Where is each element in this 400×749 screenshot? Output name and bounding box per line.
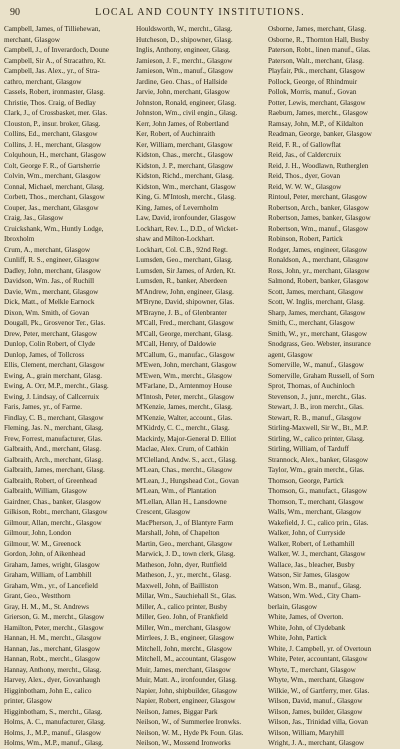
list-entry: Napier, John, shipbuilder, Glasgow bbox=[136, 686, 238, 695]
list-entry: Reid, Thos., dyer, Govan bbox=[268, 172, 341, 180]
list-entry: Mitchell, John, mercht., Glasgow bbox=[136, 644, 233, 653]
list-entry: Paterson, Robt., linen manuf., Glas. bbox=[268, 46, 371, 54]
list-entry: Gilkison, Robt., merchant, Glasgow bbox=[4, 508, 108, 516]
list-entry: Crum, A., merchant, Glasgow bbox=[4, 245, 91, 254]
list-entry: Ronaldson, A., merchant, Glasgow bbox=[268, 256, 369, 264]
list-entry: Thomson, T., merchant, Glasgow bbox=[268, 497, 364, 506]
list-entry: Reid, J. H., Woodlawn, Rutherglen bbox=[268, 161, 369, 170]
list-entry: King, G. M'Intosh, mercht., Glasg. bbox=[136, 193, 236, 201]
list-entry: Cunliff, R. S., engineer, Glasgow bbox=[4, 256, 100, 264]
list-entry: Pollock, George, of Rhindmuir bbox=[268, 77, 358, 86]
list-entry: Findlay, C. B., merchant, Glasgow bbox=[4, 413, 104, 422]
list-entry: Lockhart, Col. C.B., 92nd Regt. bbox=[136, 245, 228, 254]
list-entry: Miller, Wm., merchant, Glasgow bbox=[136, 623, 231, 632]
list-entry: M'Kenzie, James, mercht., Glasg. bbox=[136, 403, 233, 411]
list-entry: Wilson, James, builder, Glasgow bbox=[268, 707, 363, 716]
list-entry: Ross, John, yr., merchant, Glasgow bbox=[268, 266, 370, 275]
list-entry: Craig, Jas., Glasgow bbox=[4, 214, 64, 222]
list-entry: Sprot, Thomas, of Auchinloch bbox=[268, 382, 355, 390]
list-entry: M'Lean, J., Hungshead Cot., Govan bbox=[136, 476, 239, 485]
list-entry: Lumsden, Geo., merchant, Glasg. bbox=[136, 256, 233, 264]
list-entry: Thomson, G., manufact., Glasgow bbox=[268, 487, 368, 495]
list-entry: Miller, A., calico printer, Busby bbox=[136, 602, 228, 611]
list-entry: Christie, Thos. Craig, of Bedlay bbox=[4, 98, 96, 107]
list-entry: Taylor, Wm., grain mercht., Glas. bbox=[268, 466, 365, 474]
list-entry: Wilkie, W., of Gartferry, mer. Glas. bbox=[268, 686, 370, 695]
list-entry: M'Bryne, David, shipowner, Glas. bbox=[136, 298, 235, 306]
list-entry: Johnston, Ronald, engineer, Glasg. bbox=[136, 98, 237, 107]
list-entry: Campbell, Sir A., of Stracathro, Kt. bbox=[4, 56, 106, 65]
list-entry: berlain, Glasgow bbox=[268, 602, 318, 611]
list-entry: Raeburn, James, mercht., Glasgow bbox=[268, 109, 369, 117]
list-entry: Playfair, Ptk., merchant, Glasgow bbox=[268, 67, 365, 75]
list-entry: Robinson, Robert, Partick bbox=[268, 235, 343, 243]
page-title: LOCAL AND COUNTY INSTITUTIONS. bbox=[95, 6, 305, 18]
list-entry: Rodger, James, engineer, Glasgow bbox=[268, 245, 368, 254]
list-entry: Stirling, W., calico printer, Glasg. bbox=[268, 434, 365, 443]
list-entry: Hamilton, Peter, mercht., Glasgow bbox=[4, 623, 104, 632]
list-entry: Reid, F. R., of Gallowflat bbox=[268, 140, 341, 149]
list-entry: Galbraith, Robert, of Greenhead bbox=[4, 476, 97, 485]
list-entry: Robertson, Arch., banker, Glasgow bbox=[268, 203, 369, 212]
list-entry: Collins, Ed., merchant, Glasgow bbox=[4, 130, 98, 138]
list-entry: M'Call, Henry, of Daldowie bbox=[136, 340, 217, 348]
list-entry: M'Callum, G., manufac., Glasgow bbox=[136, 350, 235, 359]
list-entry: White, J. Campbell, yr. of Overtoun bbox=[268, 644, 372, 653]
list-entry: Stirling-Maxwell, Sir W., Bt., M.P. bbox=[268, 424, 369, 432]
list-entry: printer, Glasgow bbox=[4, 697, 53, 705]
list-entry: Walker, W. J., merchant, Glasgow bbox=[268, 550, 366, 558]
list-entry: Potter, Lewis, merchant, Glasgow bbox=[268, 98, 366, 107]
list-entry: Holms, A. C., manufacturer, Glasg. bbox=[4, 718, 106, 726]
list-entry: Graham, Wm., yr., of Lancefield bbox=[4, 581, 98, 590]
list-entry: Smith, W., yr., merchant, Glasgow bbox=[268, 329, 368, 338]
list-entry: Smith, C., merchant, Glasgow bbox=[268, 319, 355, 327]
list-entry: Martin, Geo., merchant, Glasgow bbox=[136, 539, 233, 548]
list-entry: Walls, Wm., merchant, Glasgow bbox=[268, 508, 362, 516]
list-entry: Matheson, J., yr., mercht., Glasg. bbox=[136, 571, 232, 579]
list-entry: Dixon, Wm. Smith, of Govan bbox=[4, 308, 90, 317]
list-entry: M'Clelland, Andw. S., acct., Glasg. bbox=[136, 455, 237, 464]
list-entry: Ibroxholm bbox=[4, 235, 35, 243]
list-entry: M'Kenzie, Walter, account., Glas. bbox=[136, 413, 233, 422]
list-entry: Gilmour, John, London bbox=[4, 529, 72, 537]
list-entry: Grant, Geo., Westthorn bbox=[4, 592, 71, 600]
list-entry: Reid, Jas., of Caldercruix bbox=[268, 151, 342, 159]
page-header bbox=[4, 0, 396, 24]
list-entry: Wright, J. A., merchant, Glasgow bbox=[268, 739, 365, 747]
list-entry: Holms, Wm., M.P., manuf., Glasg. bbox=[4, 739, 104, 747]
list-entry: Stewart, R. B., manuf., Glasgow bbox=[268, 413, 362, 422]
list-entry: Fleming, Jas. N., merchant, Glasg. bbox=[4, 424, 104, 432]
list-entry: Campbell, James, of Tilliehewan, bbox=[4, 25, 101, 33]
list-entry: Inglis, Anthony, engineer, Glasg. bbox=[136, 46, 231, 54]
list-entry: Miller, Geo. John, of Frankfield bbox=[136, 613, 228, 621]
list-entry: Clouston, P., insur. broker, Glasg. bbox=[4, 119, 101, 128]
list-entry: Stirling, William, of Tarduff bbox=[268, 445, 349, 453]
list-entry: Jardine, Geo. Chas., of Hallside bbox=[136, 77, 228, 86]
list-entry: Stewart, J. B., iron mercht., Glas. bbox=[268, 403, 364, 411]
list-entry: Robertson, James, banker, Glasgow bbox=[268, 214, 371, 222]
list-entry: Somerville, Graham Russell, of Sorn bbox=[268, 371, 375, 380]
list-entry: Lumsden, R., banker, Aberdeen bbox=[136, 277, 227, 285]
list-entry: Osborne, James, merchant, Glasg. bbox=[268, 25, 367, 33]
list-entry: Graham, William, of Lambhill bbox=[4, 571, 92, 579]
list-entry: White, Peter, accountant, Glasgow bbox=[268, 655, 368, 663]
list-entry: M'Intosh, Peter, mercht., Glasgow bbox=[136, 392, 235, 401]
list-entry: Law, David, ironfounder, Glasgow bbox=[136, 214, 236, 222]
list-entry: Paterson, Walt., merchant, Glasg. bbox=[268, 56, 364, 65]
list-entry: Galbraith, William, Glasgow bbox=[4, 487, 88, 495]
page-number: 90 bbox=[10, 6, 20, 18]
list-entry: Collins, J. H., merchant, Glasgow bbox=[4, 140, 102, 149]
list-entry: Jarvie, John, merchant, Glasgow bbox=[136, 88, 230, 96]
list-entry: Dadley, John, merchant, Glasgow bbox=[4, 266, 101, 275]
list-entry: Wilson, David, manuf., Glasgow bbox=[268, 697, 363, 705]
list-entry: Mitchell, M., accountant, Glasgow bbox=[136, 655, 237, 663]
list-entry: Readman, George, banker, Glasgow bbox=[268, 130, 372, 138]
list-entry: Jamieson, J. F., mercht., Glasgow bbox=[136, 56, 233, 65]
list-entry: Higginbotham, John E., calico bbox=[4, 686, 92, 695]
list-entry: Galbraith, And., merchant, Glasg. bbox=[4, 445, 102, 453]
list-entry: Napier, Robert, engineer, Glasgow bbox=[136, 697, 236, 705]
list-entry: Ellis, Clement, merchant, Glasgow bbox=[4, 361, 105, 369]
list-entry: Neilson, W. M., Hyde Pk Foun. Glas. bbox=[136, 728, 244, 737]
list-entry: Harvey, Alex., dyer, Govanhaugh bbox=[4, 676, 101, 684]
list-entry: Hannan, H. M., mercht., Glasgow bbox=[4, 634, 102, 642]
list-entry: Maclae, Alex. Crum, of Cathkin bbox=[136, 445, 229, 453]
list-entry: Johnston, Wm., civil engin., Glasg. bbox=[136, 109, 238, 117]
list-entry: Millar, Wm., Sauchiehall St., Glas. bbox=[136, 592, 237, 600]
entry-columns bbox=[4, 24, 396, 749]
list-entry: Dunlop, James, of Tollcross bbox=[4, 350, 85, 359]
list-entry: Frew, Forrest, manufacturer, Glas. bbox=[4, 434, 103, 443]
list-entry: Campbell, J., of Inverardoch, Doune bbox=[4, 46, 109, 54]
list-entry: M'Lean, Wm., of Plantation bbox=[136, 487, 217, 495]
column-1 bbox=[4, 24, 132, 749]
list-entry: Robertson, Wm., manuf., Glasgow bbox=[268, 224, 369, 233]
list-entry: Kerr, John James, of Robertland bbox=[136, 119, 229, 128]
list-entry: Somerville, W., manuf., Glasgow bbox=[268, 361, 364, 369]
list-entry: Campbell, Jas. Alex., yr., of Stra- bbox=[4, 67, 100, 75]
list-entry: Watson, Wm. B., manuf., Glasg. bbox=[268, 581, 362, 590]
list-entry: Dick, Matt., of Melkle Earnock bbox=[4, 298, 95, 306]
list-entry: M'Call, George, merchant, Glasg. bbox=[136, 329, 233, 338]
list-entry: Holms, J., M.P., manuf., Glasgow bbox=[4, 728, 102, 737]
list-entry: Clark, J., of Crossbasket, mer. Glas. bbox=[4, 109, 108, 117]
list-entry: Whyte, Wm., merchant, Glasgow bbox=[268, 676, 365, 684]
list-entry: Ramsay, John, M.P., of Kildalton bbox=[268, 119, 364, 128]
list-entry: Wilson, William, Maryhill bbox=[268, 728, 344, 737]
list-entry: M'Ewen, Wm., mercht., Glasgow bbox=[136, 371, 233, 380]
list-entry: Drew, Peter, merchant, Glasgow bbox=[4, 329, 98, 338]
list-entry: Mackirdy, Major-General D. Elliot bbox=[136, 434, 237, 443]
list-entry: Crescent, Glasgow bbox=[136, 508, 191, 516]
list-entry: Lumsden, Sir James, of Arden, Kt. bbox=[136, 266, 236, 275]
list-entry: Neilson, James, Biggar Park bbox=[136, 707, 218, 716]
list-entry: Walker, John, of Curryside bbox=[268, 529, 346, 537]
list-entry: Dougall, Pk., Grosvenor Ter., Glas. bbox=[4, 319, 106, 327]
list-entry: Watson, Wm. Wed., City Cham- bbox=[268, 592, 361, 600]
list-entry: Ewing, J. Lindsay, of Callcerruix bbox=[4, 392, 100, 401]
list-entry: Walker, Robert, of Lethamhill bbox=[268, 539, 355, 548]
list-entry: Reid, W. W. W., Glasgow bbox=[268, 182, 342, 191]
list-entry: Galbraith, Arch., merchant, Glasg. bbox=[4, 455, 103, 464]
list-entry: M'Call, Fred., merchant, Glasgow bbox=[136, 319, 234, 327]
list-entry: Hannan, Jas., merchant, Glasgow bbox=[4, 644, 101, 653]
list-entry: Houldsworth, W., mercht., Glasg. bbox=[136, 25, 233, 33]
list-entry: Wallace, Jas., bleacher, Busby bbox=[268, 560, 355, 569]
list-entry: Gairdner, Chas., banker, Glasgow bbox=[4, 497, 102, 506]
list-entry: Snodgrass, Geo. Webster, insurance bbox=[268, 340, 371, 348]
list-entry: Gilmour, W. M., Greenock bbox=[4, 539, 81, 548]
list-entry: Marwick, J. D., town clerk, Glasg. bbox=[136, 550, 236, 558]
list-entry: Sharp, James, merchant, Glasgow bbox=[268, 308, 366, 317]
list-entry: Hutcheson, D., shipowner, Glasg. bbox=[136, 35, 233, 44]
list-entry: Salmond, Robert, banker, Glasgow bbox=[268, 277, 369, 285]
list-entry: Galbraith, James, merchant, Glasg. bbox=[4, 466, 105, 474]
list-entry: Neilson, W., Mossend Ironworks bbox=[136, 739, 231, 747]
column-2 bbox=[136, 24, 264, 749]
list-entry: Pollok, Morris, manuf., Govan bbox=[268, 88, 357, 96]
list-entry: Dunlop, Colin Robert, of Clyde bbox=[4, 340, 96, 348]
list-entry: King, James, of Levernholm bbox=[136, 203, 219, 212]
list-entry: Strannock, Alex., banker, Glasgow bbox=[268, 455, 369, 464]
list-entry: Stevenson, J., junr., mercht., Glas. bbox=[268, 392, 367, 401]
list-entry: Colvin, Wm., merchant, Glasgow bbox=[4, 172, 101, 180]
list-entry: Ker, William, merchant, Glasgow bbox=[136, 140, 233, 149]
list-entry: Corbett, Thos., merchant, Glasgow bbox=[4, 193, 105, 201]
list-entry: M'Andrew, John, engineer, Glasg. bbox=[136, 287, 234, 296]
list-entry: Graham, James, wright, Glasgow bbox=[4, 560, 100, 569]
list-entry: Gilmour, Allan, mercht., Glasgow bbox=[4, 518, 102, 527]
list-entry: Mirrlees, J. B., engineer, Glasgow bbox=[136, 634, 235, 642]
list-entry: Hannan, Robt., mercht., Glasgow bbox=[4, 655, 101, 663]
list-entry: Ker, Robert, of Auchinraith bbox=[136, 130, 215, 138]
list-entry: M'Farlane, D., Arntenmoy House bbox=[136, 382, 232, 390]
list-entry: cathro, merchant, Glasgow bbox=[4, 77, 82, 86]
list-entry: Davidson, Wm. Jas., of Ruchill bbox=[4, 277, 95, 285]
list-entry: Wakefield, J. C., calico prin., Glas. bbox=[268, 518, 369, 527]
list-entry: Kidston, J. P., merchant, Glasgow bbox=[136, 161, 234, 170]
column-3 bbox=[268, 24, 396, 749]
list-entry: merchant, Glasgow bbox=[4, 35, 60, 44]
list-entry: Marshall, John, of Chapelton bbox=[136, 529, 220, 537]
list-entry: Kidston, Chas., mercht., Glasgow bbox=[136, 151, 234, 159]
list-entry: Scott, James, merchant, Glasgow bbox=[268, 287, 364, 296]
list-entry: Matheson, John, dyer, Ruttfield bbox=[136, 560, 227, 569]
list-entry: Davie, Wm., merchant, Glasgow bbox=[4, 287, 99, 296]
list-entry: Hannay, Anthony, mercht., Glasg. bbox=[4, 665, 102, 674]
list-entry: Colt, George F. R., of Gartsherrie bbox=[4, 161, 101, 170]
list-entry: Whyte, T., merchant, Glasgow bbox=[268, 665, 356, 674]
list-entry: White, James, of Overton. bbox=[268, 613, 344, 621]
list-entry: Thomson, George, Partick bbox=[268, 476, 344, 485]
list-entry: M'Lellan, Allan H., Lansdowne bbox=[136, 497, 227, 506]
list-entry: Ewing, A. Orr, M.P., mercht., Glasg. bbox=[4, 382, 109, 390]
list-entry: M'Kidrdy, C. C., mercht., Glasg. bbox=[136, 424, 230, 432]
list-entry: White, John, of Clydebank bbox=[268, 623, 346, 632]
list-entry: Faris, James, yr., of Farme. bbox=[4, 403, 83, 411]
list-entry: Higginbotham, S., mercht., Glasg. bbox=[4, 707, 103, 716]
list-entry: Muir, James, merchant, Glasgow bbox=[136, 665, 231, 674]
list-entry: Kidston, Wm., merchant, Glasgow bbox=[136, 182, 236, 191]
list-entry: Cruickshank, Wm., Huntly Lodge, bbox=[4, 224, 104, 233]
list-entry: Ewing, A., grain merchant, Glasg. bbox=[4, 371, 103, 380]
list-entry: Cassels, Robert, ironmaster, Glasg. bbox=[4, 88, 105, 96]
list-entry: Grierson, G. M., mercht., Glasgow bbox=[4, 613, 105, 621]
list-entry: Rintoul, Peter, merchant, Glasgow bbox=[268, 193, 368, 201]
list-entry: Scott, W. Inglis, merchant, Glasg. bbox=[268, 298, 365, 306]
list-entry: Kidston, Richd., merchant, Glasg. bbox=[136, 172, 234, 180]
list-entry: Couper, Jas., merchant, Glasgow bbox=[4, 203, 99, 212]
list-entry: Connal, Michael, merchant, Glasg. bbox=[4, 182, 105, 191]
list-entry: agent, Glasgow bbox=[268, 350, 313, 359]
list-entry: shaw and Milton-Lockhart. bbox=[136, 235, 215, 243]
list-entry: M'Ewen, John, merchant, Glasgow bbox=[136, 361, 237, 369]
list-entry: MacPherson, J., of Blantyre Farm bbox=[136, 518, 234, 527]
list-entry: Watson, Sir James, Glasgow bbox=[268, 571, 350, 579]
list-entry: Neilson, W., of Summerlee Ironwks. bbox=[136, 718, 242, 726]
list-entry: Gray, H. M., M., St. Andrews bbox=[4, 602, 89, 611]
list-entry: Gordon, John, of Aikenhead bbox=[4, 550, 86, 558]
list-entry: Osborne, R., Thornton Hall, Busby bbox=[268, 35, 369, 44]
list-entry: Muir, Matt. A., ironfounder, Glasg. bbox=[136, 676, 237, 684]
list-entry: M'Lean, Chas., mercht., Glasgow bbox=[136, 466, 233, 474]
list-entry: M'Brayne, J. B., of Glenbranter bbox=[136, 308, 227, 317]
list-entry: Jamieson, Wm., manuf., Glasgow bbox=[136, 67, 234, 75]
list-entry: Lockhart, Rev. L., D.D., of Wicket- bbox=[136, 224, 239, 233]
list-entry: White, John, Partick bbox=[268, 634, 327, 642]
list-entry: Wilson, Jas., Trinidad villa, Govan bbox=[268, 718, 368, 726]
list-entry: Maxwell, John, of Bailliston bbox=[136, 581, 219, 590]
list-entry: Colquhoun, H., merchant, Glasgow bbox=[4, 151, 107, 159]
